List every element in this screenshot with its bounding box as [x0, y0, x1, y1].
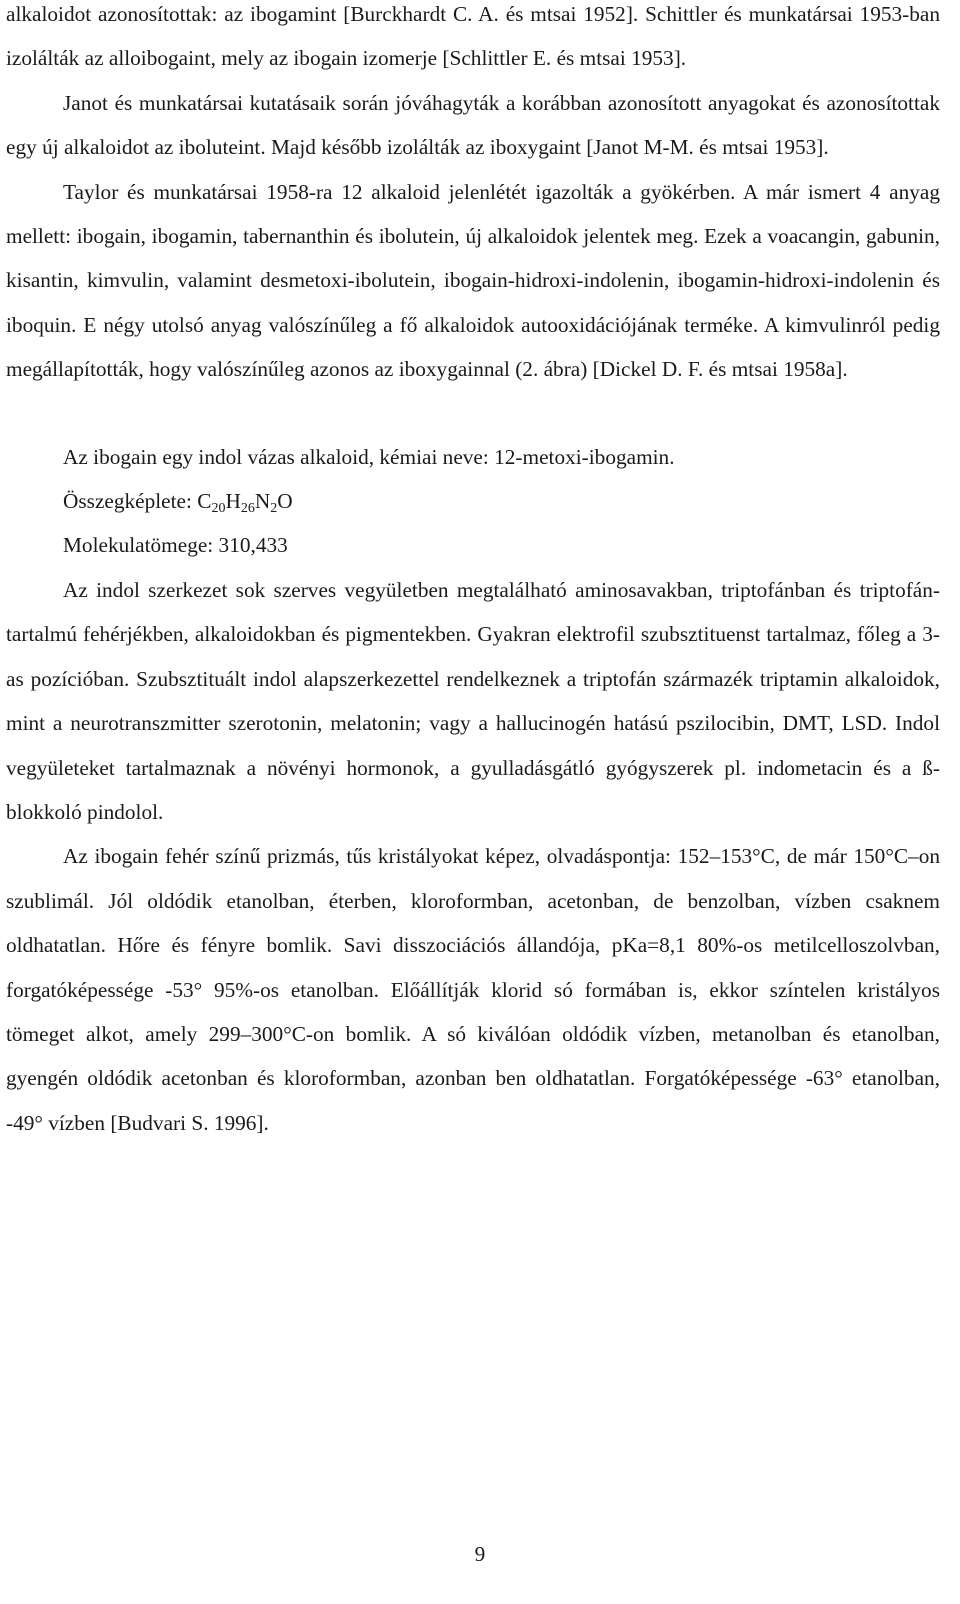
formula-label: Összegképlete:	[63, 489, 198, 514]
paragraph-gap	[6, 392, 940, 435]
paragraph-indol-structure: Az indol szerkezet sok szerves vegyületben megtalálható aminosavakban, triptofánban és triptofán-tartalmú fehérjékben, alkaloidokban és pigmentekben. Gyakran elektrofil szubsztituenst tartalmaz, főleg a 3-as pozícióban. Szubsztituált indol alapszerkezettel rendelkeznek a triptofán származék triptamin alkaloidok, mint a neurotranszmitter szerotonin, melatonin; vagy a hallucinogén hatású pszilocibin, DMT, LSD. Indol vegyületeket tartalmaznak a növényi hormonok, a gyulladásgátló gyógyszerek pl. indometacin és a ß-blokkoló pindolol.	[6, 577, 940, 824]
page-number: 9	[474, 1542, 486, 1566]
body-text	[6, 0, 940, 1145]
paragraph-ibogain-definition: Az ibogain egy indol vázas alkaloid, kémiai neve: 12-metoxi-ibogamin.	[63, 444, 675, 469]
paragraph-physical-properties: Az ibogain fehér színű prizmás, tűs kristályokat képez, olvadáspontja: 152–153°C, de már 150°C–on szublimál. Jól oldódik etanolban, éterben, kloroformban, acetonban, de benzolban, vízben csaknem oldhatatlan. Hőre és fényre bomlik. Savi disszociációs állandója, pKa=8,1 80%-os metilcelloszolvban, forgatóképessége -53° 95%-os etanolban. Előállítják klorid só formában is, ekkor színtelen kristályos tömeget alkot, amely 299–300°C-on bomlik. A só kiválóan oldódik vízben, metanolban és etanolban, gyengén oldódik acetonban és kloroformban, azonban ben oldhatatlan. Forgatóképessége -63° etanolban, -49° vízben [Budvari S. 1996].	[6, 844, 940, 1135]
paragraph-molecular-weight: Molekulatömege: 310,433	[63, 533, 288, 558]
molecular-formula: $C_{20}H_{26}N_2O$	[197, 489, 293, 517]
paragraph-janot: Janot és munkatársai kutatásaik során jóváhagyták a korábban azonosított anyagokat és azonosítottak egy új alkaloidot az iboluteint. Majd később izolálták az iboxygaint [Janot M-M. és mtsai 1953].	[6, 90, 940, 160]
paragraph-alkaloid-history: alkaloidot azonosítottak: az ibogamint [Burckhardt C. A. és mtsai 1952]. Schittler és munkatársai 1953-ban izolálták az alloibogaint, mely az ibogain izomerje [Schlittler E. és mtsai 1953].	[6, 2, 940, 71]
paragraph-taylor: Taylor és munkatársai 1958-ra 12 alkaloid jelenlétét igazolták a gyökérben. A már ismert 4 anyag mellett: ibogain, ibogamin, tabernanthin és ibolutein, új alkaloidok jelentek meg. Ezek a voacangin, gabunin, kisantin, kimvulin, valamint desmetoxi-ibolutein, ibogain-hidroxi-indolenin, ibogamin-hidroxi-indolenin és iboquin. E négy utolsó anyag valószínűleg a fő alkaloidok autooxidációjának terméke. A kimvulinról pedig megállapították, hogy valószínűleg azonos az iboxygainnal (2. ábra) [Dickel D. F. és mtsai 1958a].	[6, 179, 940, 382]
paragraph-formula	[6, 479, 940, 523]
